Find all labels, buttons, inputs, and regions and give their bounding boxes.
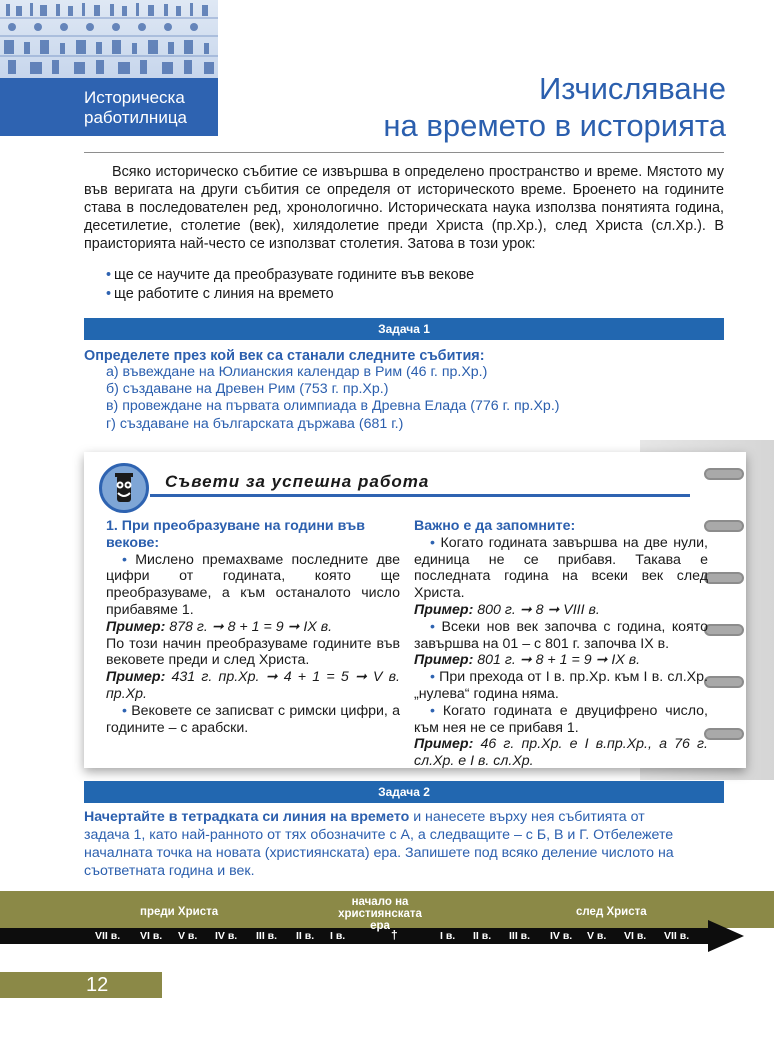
timeline-century: II в. xyxy=(296,930,315,942)
tips-paragraph xyxy=(414,669,708,703)
section-label xyxy=(84,88,218,128)
timeline-century: VII в. xyxy=(95,930,121,942)
page-number: 12 xyxy=(86,974,109,996)
tips-example xyxy=(414,736,708,770)
example-text: 800 г. ➞ 8 ➞ VIII в. xyxy=(477,601,600,618)
example-label: Пример: xyxy=(414,652,474,669)
bullet-icon: • xyxy=(430,534,441,551)
tips-text: Всеки нов век започва с година, която завършва на 01 – с 801 г. започва IX в. xyxy=(414,618,708,652)
section-label-line2: работилница xyxy=(84,108,188,127)
intro-paragraph: Всяко историческо събитие се извършва в определено пространство и време. Мястото му във веригата на други събития се определя от историческото време. Броенето на годините става в последователен ред, хронологично. Историческата наука използва понятията година, десетилетие, столетие (век), хилядолетие преди Христа (пр.Хр.), след Христа (сл.Хр.). В праисторията най-често се използват столетия. Затова в този урок: xyxy=(84,164,724,252)
goal-text: ще работите с линия на времето xyxy=(114,286,334,302)
bullet-icon: • xyxy=(430,669,440,686)
timeline-century: I в. xyxy=(330,930,346,942)
tips-text: Когато годината е двуцифрено число, към нея не се прибавя 1. xyxy=(414,702,708,736)
page-title-line1: Изчисляване xyxy=(538,71,726,106)
tips-text: Мислено премахваме последните две цифри от годината, която ще преобразуваме, а към останалото число прибавяме 1. xyxy=(106,551,400,618)
section-label-line1: Историческа xyxy=(84,88,185,107)
task1-header: Задача 1 xyxy=(84,318,724,340)
tips-paragraph xyxy=(106,703,400,737)
example-label: Пример: xyxy=(106,669,166,686)
header-divider xyxy=(84,152,724,153)
timeline-century: VI в. xyxy=(624,930,647,942)
tips-example xyxy=(414,602,708,619)
tips-paragraph xyxy=(414,703,708,737)
goal-item xyxy=(106,266,706,285)
example-text: 878 г. ➞ 8 + 1 = 9 ➞ IX в. xyxy=(169,618,333,635)
tips-text: При прехода от I в. пр.Хр. към I в. сл.Хр. „нулева“ година няма. xyxy=(414,669,708,702)
timeline-century: II в. xyxy=(473,930,492,942)
bullet-icon: • xyxy=(122,702,132,719)
page-title xyxy=(383,70,726,144)
task1-item: а) въвеждане на Юлианския календар в Рим (46 г. пр.Хр.) xyxy=(106,364,488,380)
goal-text: ще се научите да преобразувате годините във векове xyxy=(114,267,475,283)
timeline-century: VII в. xyxy=(664,930,690,942)
tips-text: Когато годината завършва на две нули, единица не се прибавя. Такава е последната година на всеки век след Христа. xyxy=(414,534,708,602)
timeline-century: V в. xyxy=(178,930,198,942)
timeline-century: IV в. xyxy=(550,930,573,942)
tips-text: Вековете се записват с римски цифри, а годините – с арабски. xyxy=(106,702,400,736)
tips-example xyxy=(106,619,400,636)
goal-item xyxy=(106,285,706,304)
timeline-start-line1: начало на xyxy=(351,896,409,908)
spiral-ring-icon xyxy=(704,572,744,584)
task2-header: Задача 2 xyxy=(84,781,724,803)
timeline-century: I в. xyxy=(440,930,456,942)
bullet-icon: • xyxy=(122,551,136,568)
task2-text xyxy=(84,808,684,880)
timeline-after-label: след Христа xyxy=(576,906,647,918)
tips-left-column xyxy=(106,518,400,736)
task2-lead: Начертайте в тетрадката си линия на времето xyxy=(84,809,410,825)
example-label: Пример: xyxy=(414,736,474,753)
timeline-century: IV в. xyxy=(215,930,238,942)
timeline-before-label: преди Христа xyxy=(140,906,219,918)
arrow-right-icon xyxy=(708,920,744,952)
task1-list xyxy=(106,364,560,433)
header-decorative-image xyxy=(0,0,218,78)
cross-icon: † xyxy=(391,928,398,942)
task1-item: г) създаване на българската държава (681 г.) xyxy=(106,415,404,432)
tips-title-underline xyxy=(150,494,690,497)
tips-left-heading: 1. При преобразуване на години във векове: xyxy=(106,518,365,551)
timeline-century: III в. xyxy=(509,930,531,942)
bullet-icon: • xyxy=(106,267,112,283)
bullet-icon: • xyxy=(430,702,443,719)
tips-paragraph xyxy=(414,619,708,653)
page-title-line2: на времето в историята xyxy=(383,108,726,143)
bullet-icon: • xyxy=(106,286,112,302)
timeline-century: V в. xyxy=(587,930,607,942)
tips-example xyxy=(414,652,708,669)
spiral-ring-icon xyxy=(704,468,744,480)
tips-right-heading: Важно е да запомните: xyxy=(414,518,576,534)
spiral-ring-icon xyxy=(704,676,744,688)
page-number-bar xyxy=(0,972,162,998)
tips-paragraph: По този начин преобразуваме годините във вековете преди и след Христа. xyxy=(106,635,400,669)
timeline-century: III в. xyxy=(256,930,278,942)
tips-title: Съвети за успешна работа xyxy=(165,472,430,491)
tips-paragraph xyxy=(414,535,708,602)
example-text: 801 г. ➞ 8 + 1 = 9 ➞ IX в. xyxy=(477,652,641,669)
timeline-start-line2: християнската ера xyxy=(338,908,422,932)
tips-right-column xyxy=(414,518,708,770)
tips-paragraph xyxy=(106,552,400,619)
task1-item: б) създаване на Древен Рим (753 г. пр.Хр.) xyxy=(106,381,389,398)
spiral-ring-icon xyxy=(704,728,744,740)
task1-question: Определете през кой век са станали следните събития: xyxy=(84,348,485,364)
spiral-ring-icon xyxy=(704,624,744,636)
task2-rest: и нанесете върху нея събитията от задача 1, като най-ранното от тях обозначите с А, а следващите – с Б, В и Г. Отбележете началната точка на новата (християнската) ера. Запишете под всяко деление числото на съответната година и век. xyxy=(84,809,674,879)
task1-item: в) провеждане на първата олимпиада в Древна Елада (776 г. пр.Хр.) xyxy=(106,398,560,415)
example-text: 431 г. пр.Хр. ➞ 4 + 1 = 5 ➞ V в. пр.Хр. xyxy=(106,669,400,702)
goals-list xyxy=(106,266,706,304)
spiral-ring-icon xyxy=(704,520,744,532)
example-label: Пример: xyxy=(106,618,166,635)
example-label: Пример: xyxy=(414,601,474,618)
smiley-face-icon xyxy=(99,463,149,513)
timeline-century: VI в. xyxy=(140,930,163,942)
tips-example xyxy=(106,669,400,703)
example-text: 46 г. пр.Хр. е I в.пр.Хр., а 76 г. сл.Хр. е I в. сл.Хр. xyxy=(414,736,708,770)
timeline-start-label xyxy=(330,896,430,932)
bullet-icon: • xyxy=(430,618,442,635)
